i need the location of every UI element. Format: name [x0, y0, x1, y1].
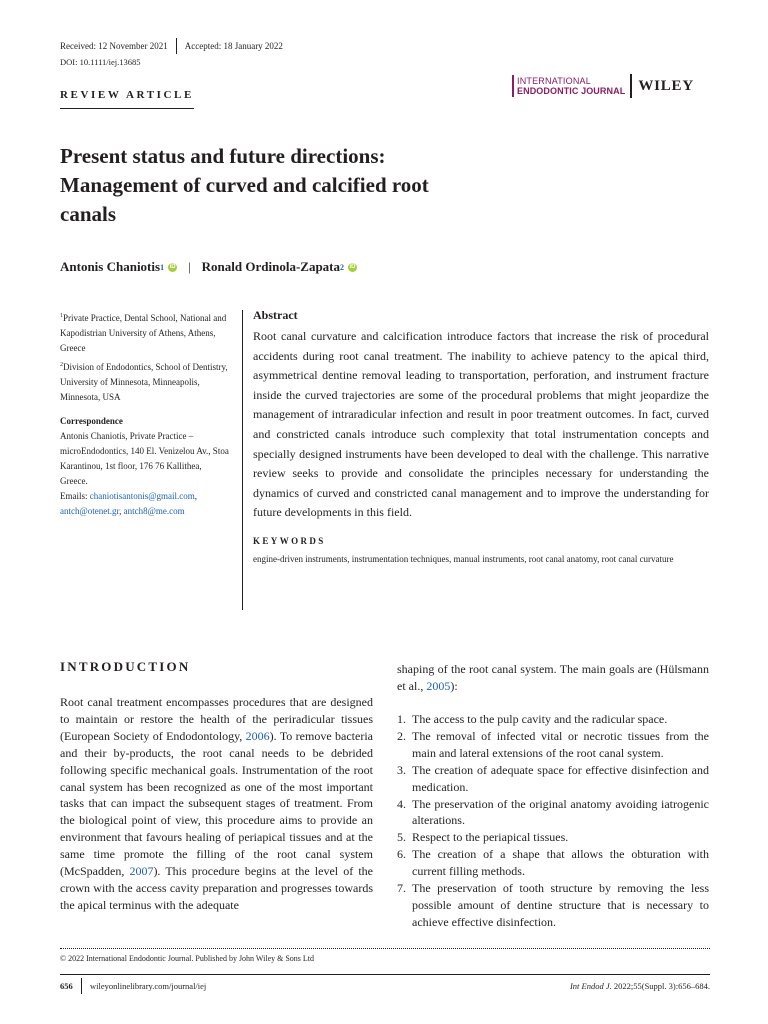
correspondence-emails: Emails: chaniotisantonis@gmail.com, antch@otenet.gr, antch8@me.com	[60, 491, 198, 516]
keywords-text: engine-driven instruments, instrumentation techniques, manual instruments, root canal anatomy, root canal curvature	[253, 553, 674, 564]
correspondence-heading: Correspondence	[60, 416, 123, 426]
footer-divider	[81, 978, 82, 994]
page-number: 656	[60, 981, 73, 991]
footnote-divider	[60, 948, 710, 949]
list-item: 6. The creation of a shape that allows the obturation with current filling methods.	[397, 847, 709, 879]
keywords-heading: KEYWORDS	[253, 535, 326, 546]
logo-divider	[630, 74, 632, 98]
copyright-notice: © 2022 International Endodontic Journal. Published by John Wiley & Sons Ltd	[60, 954, 315, 963]
journal-name	[517, 76, 625, 96]
author-name[interactable]: Ronald Ordinola-Zapata	[201, 259, 341, 274]
citation-link[interactable]: 2007	[129, 864, 154, 879]
journal-logo[interactable]	[512, 74, 694, 98]
article-title	[60, 142, 580, 229]
author-list	[60, 259, 357, 275]
orcid-icon[interactable]: iD	[349, 263, 356, 270]
author-separator: |	[188, 259, 191, 274]
journal-name-line2: ENDODONTIC JOURNAL	[517, 86, 626, 96]
accepted-date: Accepted: 18 January 2022	[184, 41, 283, 51]
author-affiliation-mark[interactable]: 2	[340, 262, 345, 272]
list-item: 2. The removal of infected vital or necrotic tissues from the main and lateral extensions of the root canal system.	[397, 728, 709, 760]
list-item: 4. The preservation of the original anatomy avoiding iatrogenic alterations.	[397, 796, 709, 828]
article-type-label: REVIEW ARTICLE	[60, 89, 194, 101]
author-affiliation-mark[interactable]: 1	[160, 262, 165, 272]
list-item: 3. The creation of adequate space for effective disinfection and medication.	[397, 762, 709, 794]
body-paragraph: shaping of the root canal system. The main goals are (Hülsmann et al., 2005):	[397, 662, 709, 693]
article-dates	[60, 38, 283, 54]
received-date: Received: 12 November 2021	[60, 41, 168, 51]
article-type-rule	[60, 108, 194, 109]
doi[interactable]: DOI: 10.1111/iej.13685	[60, 57, 141, 67]
date-divider	[176, 38, 177, 54]
title-line: Present status and future directions:	[60, 144, 386, 168]
journal-citation: Int Endod J. 2022;55(Suppl. 3):656–684.	[569, 981, 710, 991]
affiliation: $^1$Private Practice, Dental School, National and Kapodistrian University of Athens, Athens, Greece	[60, 313, 227, 353]
citation-link[interactable]: 2005	[426, 678, 451, 693]
list-item: 1. The access to the pulp cavity and the radicular space.	[397, 712, 668, 726]
affiliation: $^2$Division of Endodontics, School of Dentistry, University of Minnesota, Minneapolis, Minnesota, USA	[60, 362, 228, 402]
email-link[interactable]: chaniotisantonis@gmail.com	[89, 491, 195, 501]
abstract-section	[253, 308, 709, 566]
email-link[interactable]: antch@otenet.gr	[60, 506, 120, 516]
abstract-text: Root canal curvature and calcification introduce factors that increase the risk of procedural accidents during root canal treatment. The inability to achieve patency to the apical third, asymmetrical dentine removal leading to transportation, perforation, and instrument fracture inside the curved trajectories are some of the procedural problems that might jeopardize the management of intraradicular infection and result in poor treatment outcomes. In fact, curved and constricted canals introduce such complexity that total instrumentation concepts and specially designed instruments have been developed to deal with the challenge. This narrative review seeks to provide and consolidate the principles necessary for understanding the dynamics of curved and constricted canal management and to improve the understanding for future developments in this field.	[253, 329, 709, 520]
correspondence-address: Antonis Chaniotis, Private Practice –microEndodontics, 140 El. Venizelou Av., Stoa Karantinou, 1st floor, 176 76 Kallithea, Greece.	[60, 431, 229, 486]
author-name[interactable]: Antonis Chaniotis	[60, 259, 161, 274]
journal-website-link[interactable]: wileyonlinelibrary.com/journal/iej	[90, 981, 207, 991]
citation-link[interactable]: 2006	[245, 728, 270, 743]
title-line: canals	[60, 202, 117, 226]
publisher-logo: WILEY	[638, 77, 694, 94]
goals-list	[397, 711, 709, 931]
footer-rule	[60, 974, 710, 975]
journal-name-line1: INTERNATIONAL	[517, 76, 591, 86]
title-line: Management of curved and calcified root	[60, 173, 429, 197]
body-paragraph: Root canal treatment encompasses procedures that are designed to maintain or restore the health of the periradicular tissues (European Society of Endodontology, 2006). To remove bacteria and their by-products, the root canal needs to be debrided following specific mechanical goals. Instrumentation of the root canal system has been recognized as one of the most important tasks that can impact the subsequent stages of treatment. From the biological point of view, this procedure aims to provide an environment that favours healing of periapical tissues and at the same time promote the filling of the root canal system (McSpadden, 2007). This procedure begins at the level of the crown with the access cavity preparation and progresses towards the apical terminus with the adequate	[60, 695, 373, 912]
abstract-rule	[242, 310, 243, 610]
journal-logo-bar	[512, 75, 514, 97]
list-item: 7. The preservation of tooth structure by removing the less possible amount of dentine structure that is necessary to achieve effective disinfection.	[397, 881, 709, 929]
affiliations-panel	[60, 309, 230, 519]
email-link[interactable]: antch8@me.com	[123, 506, 185, 516]
abstract-heading: Abstract	[253, 308, 298, 322]
list-item: 5. Respect to the periapical tissues.	[397, 830, 569, 845]
orcid-icon[interactable]: iD	[169, 263, 176, 270]
section-heading: INTRODUCTION	[60, 659, 191, 674]
